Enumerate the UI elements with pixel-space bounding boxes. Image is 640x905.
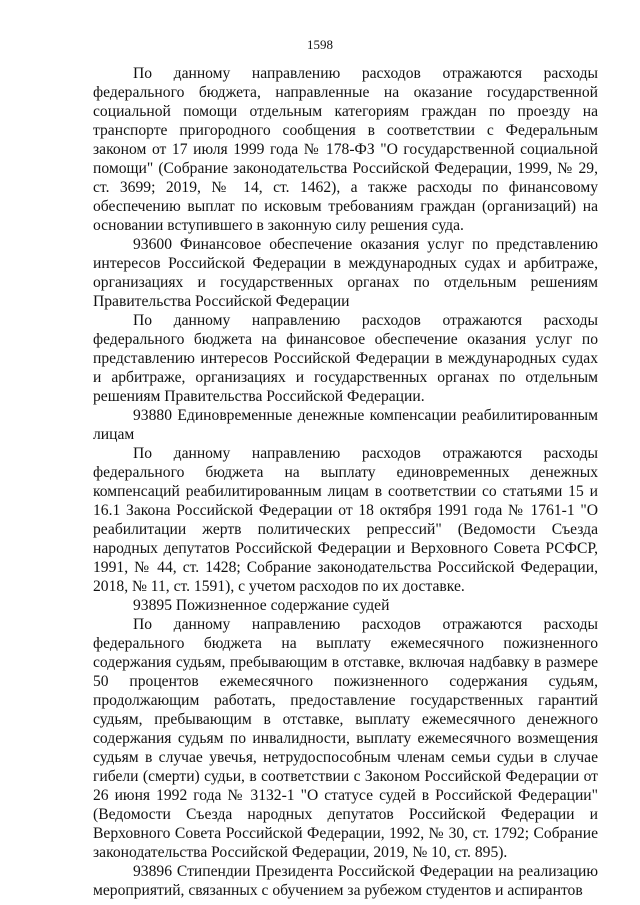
paragraph-93880-description: По данному направлению расходов отражаются расходы федерального бюджета на выплату единовременных денежных компенсаций реабилитированным лицам в соответствии со статьями 15 и 16.1 Закона Российской Федерации от 18 октября 1991 года № 1761-1 "О реабилитации жертв политических репрессий" (Ведомости Съезда народных депутатов Российской Федерации и Верховного Совета РСФСР, 1991, № 44, ст. 1428; Собрание законодательства Российской Федерации, 2018, № 11, ст. 1591), с учетом расходов по их доставке. — [93, 445, 598, 595]
paragraph-93500-description: По данному направлению расходов отражаются расходы федерального бюджета, направленные на оказание государственной социальной помощи отдельным категориям граждан по проезду на транспорте пригородного сообщения в соответствии с Федеральным законом от 17 июля 1999 года № 178-ФЗ "О государственной социальной помощи" (Собрание законодательства Российской Федерации, 1999, № 29, ст. 3699; 2019, № 14, ст. 1462), а также расходы по финансовому обеспечению выплат по исковым требованиям граждан (организаций) на основании вступившего в законную силу решения суда. — [93, 65, 598, 234]
heading-code-93895: 93895 Пожизненное содержание судей — [133, 597, 390, 614]
heading-code-93896: 93896 Стипендии Президента Российской Федерации на реализацию мероприятий, связанных с обучением за рубежом студентов и аспирантов — [93, 863, 598, 899]
paragraph-93895-description: По данному направлению расходов отражаются расходы федерального бюджета на выплату ежемесячного пожизненного содержания судьям, пребывающим в отставке, включая надбавку в размере 50 процентов ежемесячного пожизненного содержания судьям, продолжающим работать, предоставление государственных гарантий судьям, пребывающим в отставке, выплату ежемесячного денежного содержания судьям по инвалидности, выплату ежемесячного возмещения судьям в случае увечья, нетрудоспособным членам семьи судьи в случае гибели (смерти) судьи, в соответствии с Законом Российской Федерации от 26 июня 1992 года № 3132-1 "О статусе судей в Российской Федерации" (Ведомости Съезда народных депутатов Российской Федерации и Верховного Совета Российской Федерации, 1992, № 30, ст. 1792; Собрание законодательства Российской Федерации, 2019, № 10, ст. 895). — [93, 616, 598, 861]
document-body — [93, 64, 598, 900]
paragraph-93600-description: По данному направлению расходов отражаются расходы федерального бюджета на финансовое обеспечение оказания услуг по представлению интересов Российской Федерации в международных судах и арбитраже, организациях и государственных органах по отдельным решениям Правительства Российской Федерации. — [93, 312, 598, 405]
page-number: 1598 — [307, 37, 333, 52]
heading-code-93600: 93600 Финансовое обеспечение оказания услуг по представлению интересов Российской Федерации в международных судах и арбитраже, организациях и государственных органах по отдельным решениям Правительства Российской Федерации — [93, 236, 598, 310]
heading-code-93880: 93880 Единовременные денежные компенсации реабилитированным лицам — [93, 407, 598, 443]
